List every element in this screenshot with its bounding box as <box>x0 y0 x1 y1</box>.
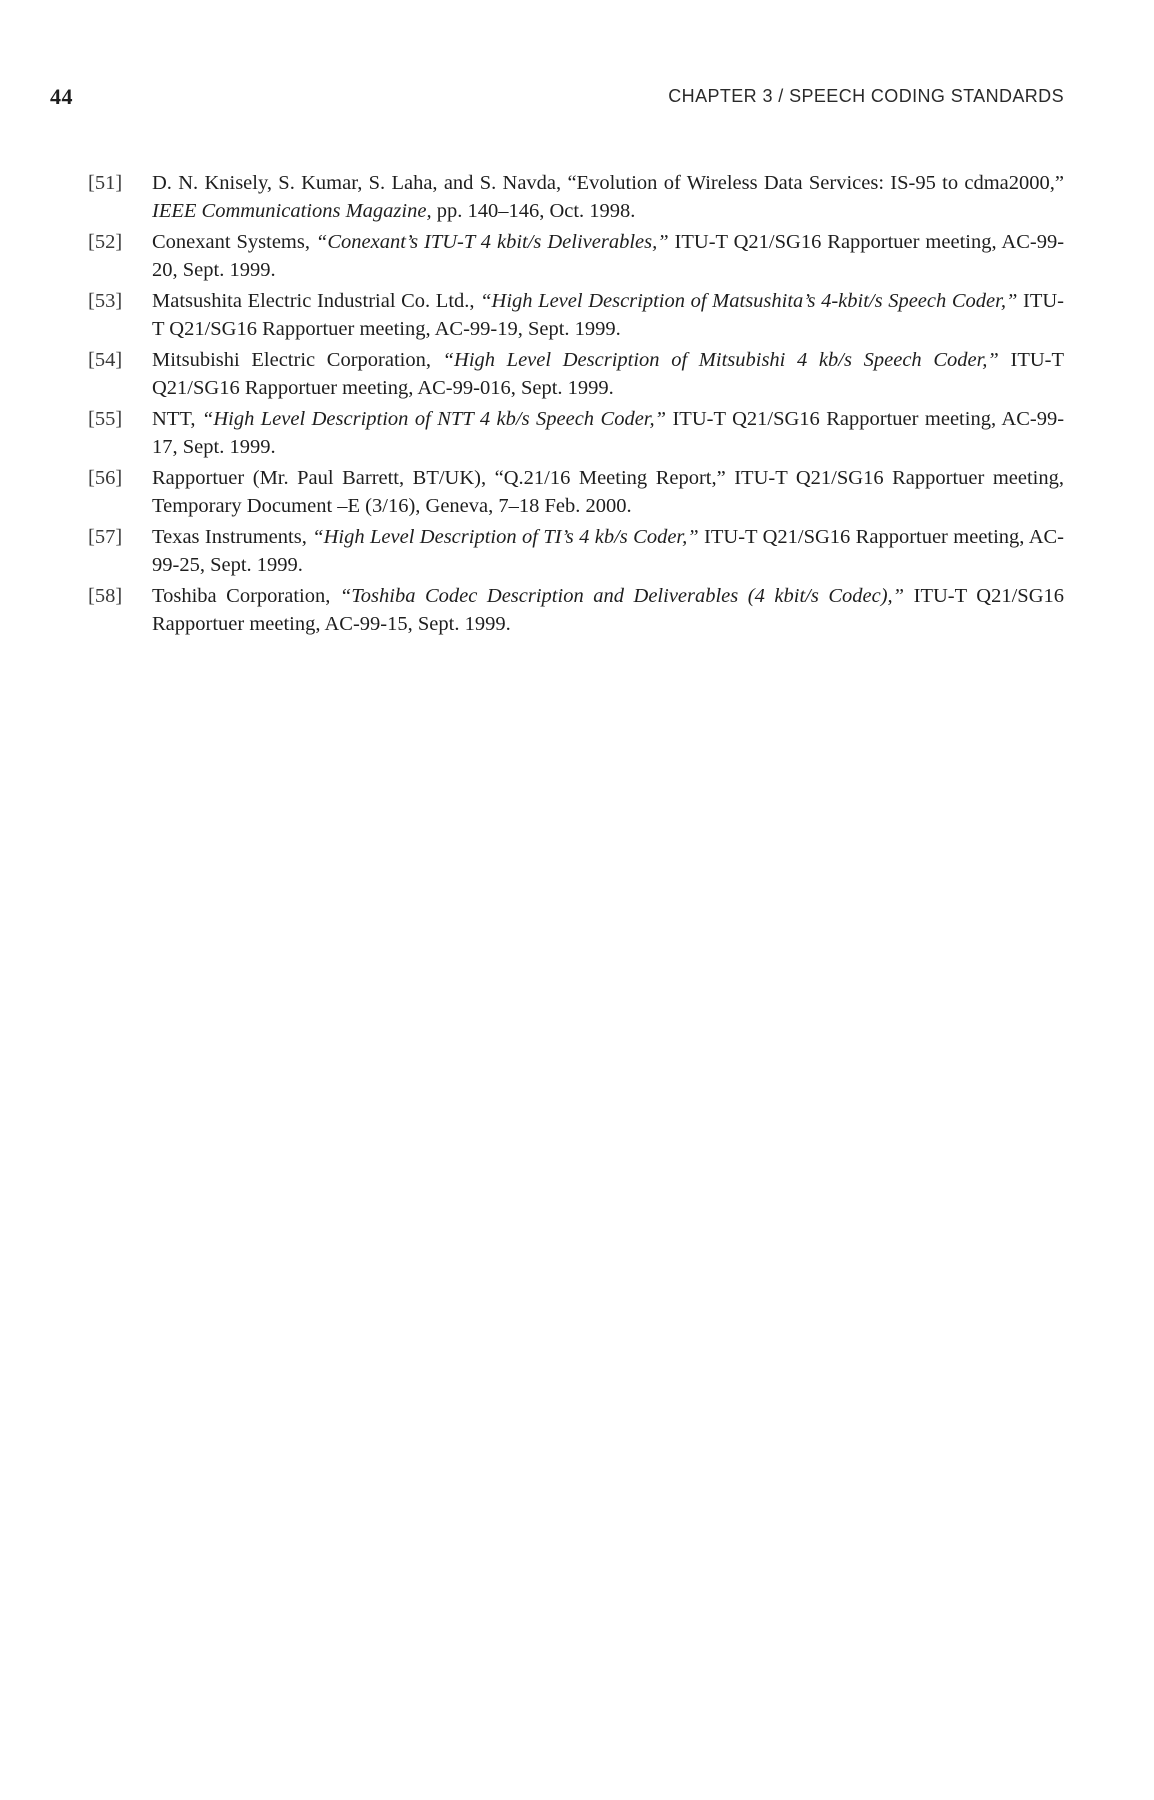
reference-text: Texas Instruments, <box>152 526 313 548</box>
reference-item <box>88 524 1064 579</box>
reference-title: “High Level Description of Mitsubishi 4 kb/s Speech Coder,” <box>442 349 999 371</box>
reference-title: “High Level Description of TI’s 4 kb/s Coder,” <box>312 526 699 548</box>
reference-number: [54] <box>88 349 123 371</box>
reference-title: “Conexant’s ITU-T 4 kbit/s Deliverables,” <box>315 231 669 253</box>
reference-title: “High Level Description of Matsushita’s 4-kbit/s Speech Coder,” <box>480 290 1018 312</box>
reference-text: D. N. Knisely, S. Kumar, S. Laha, and S. Navda, “Evolution of Wireless Data Services: IS-95 to cdma2000,” <box>152 172 1064 194</box>
reference-details: ITU-T Q21/SG16 Rapportuer meeting, AC-99-17, Sept. 1999. <box>152 408 1065 458</box>
reference-number: [55] <box>88 408 123 430</box>
reference-list <box>88 170 1064 642</box>
reference-number: [58] <box>88 585 123 607</box>
reference-item <box>88 229 1064 284</box>
reference-number: [52] <box>88 231 123 253</box>
reference-title: “High Level Description of NTT 4 kb/s Speech Coder,” <box>201 408 667 430</box>
reference-item <box>88 406 1064 461</box>
reference-text: Conexant Systems, <box>152 231 316 253</box>
reference-number: [56] <box>88 467 123 489</box>
reference-number: [57] <box>88 526 123 548</box>
reference-item <box>88 347 1064 402</box>
reference-details: ITU-T Q21/SG16 Rapportuer meeting, AC-99-25, Sept. 1999. <box>152 526 1064 576</box>
reference-number: [51] <box>88 172 123 194</box>
reference-details: ITU-T Q21/SG16 Rapportuer meeting, AC-99-19, Sept. 1999. <box>152 290 1064 340</box>
reference-details: ITU-T Q21/SG16 Rapportuer meeting, AC-99-016, Sept. 1999. <box>152 349 1064 399</box>
reference-item <box>88 465 1064 520</box>
reference-text: Toshiba Corporation, <box>152 585 340 607</box>
reference-text: NTT, <box>152 408 202 430</box>
reference-title: IEEE Communications Magazine, <box>152 199 432 222</box>
reference-details: pp. 140–146, Oct. 1998. <box>431 199 636 222</box>
reference-text: Rapportuer (Mr. Paul Barrett, BT/UK), “Q.21/16 Meeting Report,” ITU-T Q21/SG16 Rapportuer meeting, Temporary Document –E (3/16), Geneva, 7–18 Feb. 2000. <box>152 467 1064 517</box>
reference-text: Mitsubishi Electric Corporation, <box>152 349 443 371</box>
reference-item <box>88 170 1064 225</box>
page-header <box>50 84 1064 114</box>
reference-details: ITU-T Q21/SG16 Rapportuer meeting, AC-99-15, Sept. 1999. <box>152 585 1064 635</box>
reference-number: [53] <box>88 290 123 312</box>
page-number: 44 <box>50 84 73 109</box>
reference-text: Matsushita Electric Industrial Co. Ltd., <box>152 290 481 312</box>
reference-item <box>88 583 1064 638</box>
reference-item <box>88 288 1064 343</box>
running-head: CHAPTER 3 / SPEECH CODING STANDARDS <box>668 86 1064 106</box>
reference-title: “Toshiba Codec Description and Deliverables (4 kbit/s Codec),” <box>339 585 905 607</box>
reference-details: ITU-T Q21/SG16 Rapportuer meeting, AC-99-20, Sept. 1999. <box>152 231 1065 281</box>
